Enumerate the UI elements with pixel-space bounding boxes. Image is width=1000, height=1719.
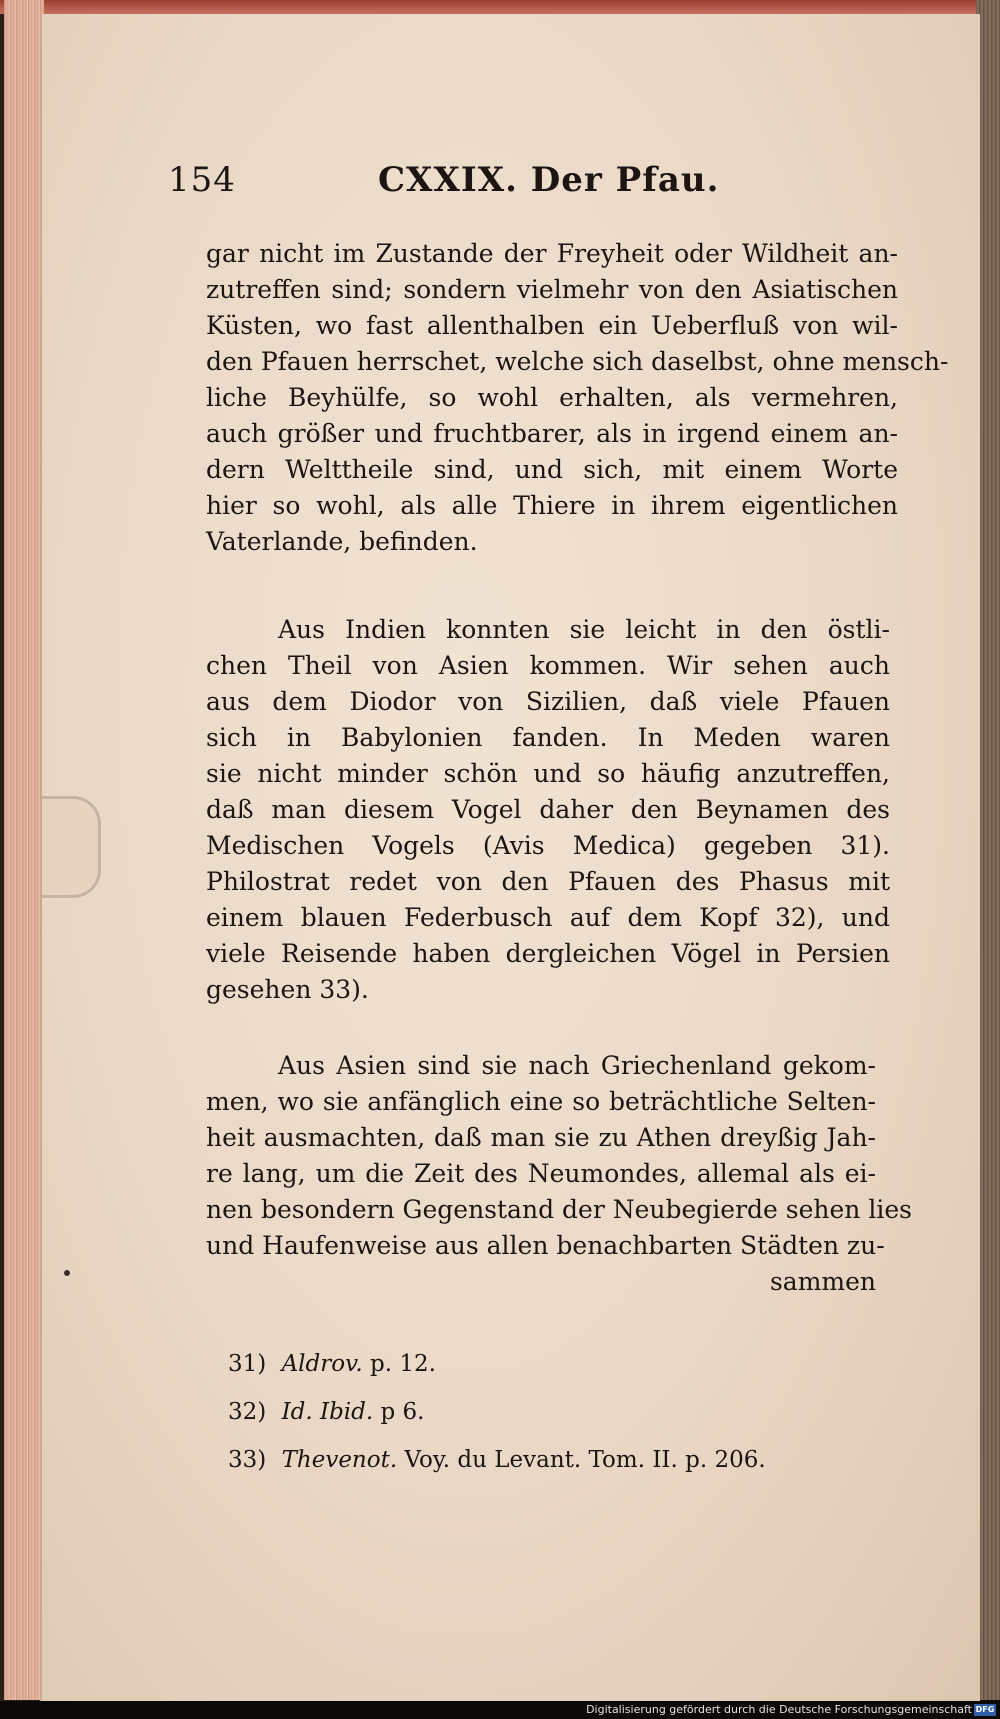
footnote-source: Aldrov. <box>281 1351 363 1377</box>
text-line: aus dem Diodor von Sizilien, daß viele Pfauen <box>206 687 890 716</box>
text-line: nen besondern Gegenstand der Neubegierde sehen lies <box>206 1195 912 1224</box>
text-line: Aus Asien sind sie nach Griechenland gekom- <box>278 1051 876 1080</box>
footnote-source: Thevenot. <box>281 1447 398 1473</box>
text-line: dern Welttheile sind, und sich, mit einem Worte <box>206 455 898 484</box>
text-line: Medischen Vogels (Avis Medica) gegeben 31). <box>206 831 890 860</box>
ink-speck <box>64 1270 70 1276</box>
paragraph-1 <box>206 236 949 560</box>
text-line: viele Reisende haben dergleichen Vögel in Persien <box>206 939 890 968</box>
footnote <box>228 1388 828 1436</box>
footnote-reference: p 6. <box>380 1399 425 1425</box>
text-line: zutreffen sind; sondern vielmehr von den Asiatischen <box>206 275 898 304</box>
text-line: gesehen 33). <box>206 975 369 1004</box>
text-line: auch größer und fruchtbarer, als in irgend einem an- <box>206 419 898 448</box>
text-line: und Haufenweise aus allen benachbarten Städten zu- <box>206 1231 885 1260</box>
text-line: chen Theil von Asien kommen. Wir sehen auch <box>206 651 890 680</box>
text-line: liche Beyhülfe, so wohl erhalten, als vermehren, <box>206 383 898 412</box>
page-number: 154 <box>168 160 236 200</box>
footnote-number: 32) <box>228 1399 267 1425</box>
text-line: Küsten, wo fast allenthalben ein Ueberfluß von wil- <box>206 311 898 340</box>
footnote-reference: Voy. du Levant. Tom. II. p. 206. <box>404 1447 766 1473</box>
text-line: gar nicht im Zustande der Freyheit oder Wildheit an- <box>206 239 898 268</box>
book-page-edges <box>4 0 44 1700</box>
footnotes <box>228 1340 828 1484</box>
text-line: den Pfauen herrschet, welche sich daselbst, ohne mensch- <box>206 347 949 376</box>
footnote-number: 33) <box>228 1447 267 1473</box>
text-line: men, wo sie anfänglich eine so beträchtliche Selten- <box>206 1087 876 1116</box>
text-line: sich in Babylonien fanden. In Meden waren <box>206 723 890 752</box>
catchword: sammen <box>769 1267 876 1296</box>
page-clip <box>42 796 101 898</box>
text-line: einem blauen Federbusch auf dem Kopf 32), und <box>206 903 890 932</box>
digitization-credit: Digitalisierung gefördert durch die Deutsche Forschungsgemeinschaft <box>586 1703 972 1716</box>
dfg-logo-icon: DFG <box>975 1705 995 1714</box>
text-line: sie nicht minder schön und so häufig anzutreffen, <box>206 759 890 788</box>
footnote-source: Id. Ibid. <box>281 1399 374 1425</box>
footnote <box>228 1340 828 1388</box>
page-header <box>168 160 728 210</box>
text-line: Aus Indien konnten sie leicht in den östli- <box>278 615 890 644</box>
text-line: daß man diesem Vogel daher den Beynamen des <box>206 795 890 824</box>
footnote-number: 31) <box>228 1351 267 1377</box>
footnote-reference: p. 12. <box>369 1351 436 1377</box>
text-line: hier so wohl, als alle Thiere in ihrem eigentlichen <box>206 491 898 520</box>
text-line: re lang, um die Zeit des Neumondes, allemal als ei- <box>206 1159 876 1188</box>
footnote <box>228 1436 828 1484</box>
paragraph-3 <box>206 1048 912 1300</box>
book-top-edge <box>0 0 1000 14</box>
digitization-footer <box>0 1701 1000 1719</box>
text-line: Vaterlande, befinden. <box>206 527 478 556</box>
text-line: heit ausmachten, daß man sie zu Athen dreyßig Jah- <box>206 1123 876 1152</box>
running-title: CXXIX. Der Pfau. <box>378 160 720 200</box>
text-line: Philostrat redet von den Pfauen des Phasus mit <box>206 867 890 896</box>
paragraph-2 <box>206 612 890 1008</box>
